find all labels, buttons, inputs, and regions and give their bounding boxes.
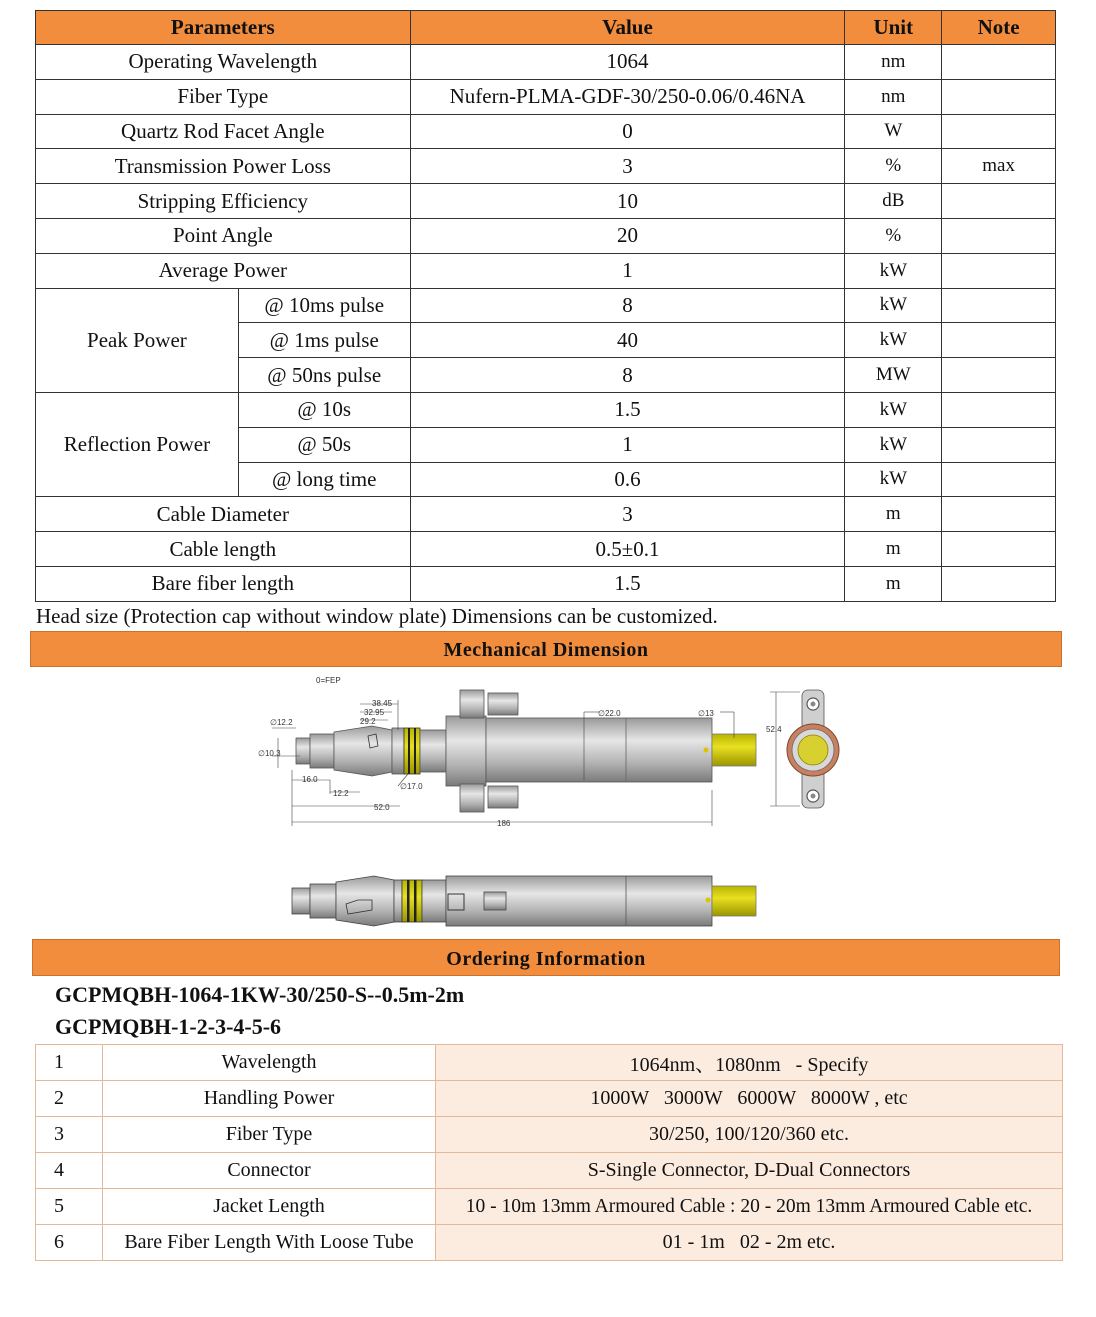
label-phi22: ∅22.0: [598, 709, 621, 718]
value-cell: 0.5±0.1: [410, 532, 845, 567]
param-cell: Cable Diameter: [36, 497, 411, 532]
param-cell: Cable length: [36, 532, 411, 567]
label-32: 32.95: [364, 708, 385, 717]
param-cell: Operating Wavelength: [36, 45, 411, 80]
table-header-row: [36, 11, 1056, 45]
note-cell: [942, 497, 1056, 532]
label-16: 16.0: [302, 775, 318, 784]
row-value: 30/250, 100/120/360 etc.: [436, 1117, 1063, 1153]
dimensions-caption: Head size (Protection cap without window plate) Dimensions can be customized.: [36, 604, 718, 628]
value-cell: 8: [410, 288, 845, 323]
unit-cell: W: [845, 114, 942, 149]
table-row: [36, 1081, 1063, 1117]
ordering-code-example: GCPMQBH-1064-1KW-30/250-S--0.5m-2m: [55, 982, 465, 1007]
table-row: [36, 1189, 1063, 1225]
value-cell: 3: [410, 497, 845, 532]
sub-param-cell: @ long time: [238, 462, 410, 497]
sub-param-cell: @ 50ns pulse: [238, 358, 410, 393]
unit-cell: m: [845, 532, 942, 567]
param-cell: Average Power: [36, 253, 411, 288]
param-cell: Quartz Rod Facet Angle: [36, 114, 411, 149]
unit-cell: kW: [845, 288, 942, 323]
row-item: Wavelength: [103, 1045, 436, 1081]
row-number: 5: [36, 1189, 103, 1225]
note-cell: [942, 427, 1056, 462]
value-cell: 1: [410, 427, 845, 462]
label-12: 12.2: [333, 789, 349, 798]
value-cell: 1.5: [410, 392, 845, 427]
header-parameters: Parameters: [36, 11, 411, 45]
value-cell: 0: [410, 114, 845, 149]
connector-end-view: [787, 690, 839, 808]
label-38: 38.45: [372, 699, 393, 708]
note-cell: [942, 79, 1056, 114]
label-186: 186: [497, 819, 511, 828]
unit-cell: kW: [845, 392, 942, 427]
row-number: 6: [36, 1225, 103, 1261]
unit-cell: %: [845, 149, 942, 184]
table-row: [36, 45, 1056, 80]
label-52: 52.0: [374, 803, 390, 812]
unit-cell: MW: [845, 358, 942, 393]
row-item: Connector: [103, 1153, 436, 1189]
table-row: [36, 532, 1056, 567]
row-value: 01 - 1m 02 - 2m etc.: [436, 1225, 1063, 1261]
param-cell: Bare fiber length: [36, 566, 411, 601]
value-cell: Nufern-PLMA-GDF-30/250-0.06/0.46NA: [410, 79, 845, 114]
note-cell: [942, 218, 1056, 253]
value-cell: 8: [410, 358, 845, 393]
unit-cell: kW: [845, 323, 942, 358]
table-row: [36, 218, 1056, 253]
row-item: Bare Fiber Length With Loose Tube: [103, 1225, 436, 1261]
unit-cell: m: [845, 497, 942, 532]
header-value: Value: [410, 11, 845, 45]
value-cell: 1.5: [410, 566, 845, 601]
table-row: [36, 1117, 1063, 1153]
table-row: [36, 149, 1056, 184]
ordering-table: [35, 1044, 1063, 1261]
label-fep: 0=FEP: [316, 676, 341, 685]
mechanical-dimension-header: Mechanical Dimension: [30, 631, 1062, 667]
value-cell: 0.6: [410, 462, 845, 497]
note-cell: [942, 392, 1056, 427]
table-row: [36, 114, 1056, 149]
value-cell: 40: [410, 323, 845, 358]
label-52-4: 52.4: [766, 725, 782, 734]
table-row: [36, 497, 1056, 532]
note-cell: [942, 45, 1056, 80]
note-cell: [942, 253, 1056, 288]
table-row: [36, 1153, 1063, 1189]
unit-cell: nm: [845, 45, 942, 80]
value-cell: 3: [410, 149, 845, 184]
connector-3d-render: [292, 876, 756, 926]
sub-param-cell: @ 10s: [238, 392, 410, 427]
label-phi17: ∅17.0: [400, 782, 423, 791]
row-item: Handling Power: [103, 1081, 436, 1117]
sub-param-cell: @ 1ms pulse: [238, 323, 410, 358]
sub-param-cell: @ 10ms pulse: [238, 288, 410, 323]
row-value: 1064nm、1080nm - Specify: [436, 1045, 1063, 1081]
note-cell: [942, 566, 1056, 601]
param-cell: Point Angle: [36, 218, 411, 253]
row-number: 1: [36, 1045, 103, 1081]
unit-cell: %: [845, 218, 942, 253]
peak-power-label: Peak Power: [36, 288, 239, 392]
row-number: 2: [36, 1081, 103, 1117]
label-29: 29.2: [360, 717, 376, 726]
note-cell: [942, 358, 1056, 393]
note-cell: max: [942, 149, 1056, 184]
table-row: [36, 184, 1056, 219]
table-row: [36, 1045, 1063, 1081]
unit-cell: nm: [845, 79, 942, 114]
unit-cell: kW: [845, 427, 942, 462]
label-phi13: ∅13: [698, 709, 714, 718]
note-cell: [942, 532, 1056, 567]
ordering-information-header: Ordering Information: [32, 939, 1060, 976]
parameters-table: [35, 10, 1056, 602]
param-cell: Transmission Power Loss: [36, 149, 411, 184]
table-row: [36, 288, 1056, 323]
reflection-power-label: Reflection Power: [36, 392, 239, 496]
ordering-code-pattern: GCPMQBH-1-2-3-4-5-6: [55, 1014, 282, 1039]
header-note: Note: [942, 11, 1056, 45]
row-value: 1000W 3000W 6000W 8000W , etc: [436, 1081, 1063, 1117]
unit-cell: kW: [845, 462, 942, 497]
value-cell: 1: [410, 253, 845, 288]
note-cell: [942, 114, 1056, 149]
unit-cell: dB: [845, 184, 942, 219]
mechanical-drawing: [250, 672, 850, 932]
table-row: [36, 566, 1056, 601]
label-phi10: ∅10.3: [258, 749, 281, 758]
note-cell: [942, 323, 1056, 358]
row-value: 10 - 10m 13mm Armoured Cable : 20 - 20m 13mm Armoured Cable etc.: [436, 1189, 1063, 1225]
note-cell: [942, 462, 1056, 497]
row-value: S-Single Connector, D-Dual Connectors: [436, 1153, 1063, 1189]
label-phi12: ∅12.2: [270, 718, 293, 727]
note-cell: [942, 288, 1056, 323]
header-unit: Unit: [845, 11, 942, 45]
table-row: [36, 253, 1056, 288]
row-item: Jacket Length: [103, 1189, 436, 1225]
param-cell: Fiber Type: [36, 79, 411, 114]
note-cell: [942, 184, 1056, 219]
unit-cell: m: [845, 566, 942, 601]
row-item: Fiber Type: [103, 1117, 436, 1153]
table-row: [36, 79, 1056, 114]
value-cell: 10: [410, 184, 845, 219]
table-row: [36, 1225, 1063, 1261]
sub-param-cell: @ 50s: [238, 427, 410, 462]
value-cell: 20: [410, 218, 845, 253]
unit-cell: kW: [845, 253, 942, 288]
table-row: [36, 392, 1056, 427]
row-number: 4: [36, 1153, 103, 1189]
value-cell: 1064: [410, 45, 845, 80]
row-number: 3: [36, 1117, 103, 1153]
param-cell: Stripping Efficiency: [36, 184, 411, 219]
